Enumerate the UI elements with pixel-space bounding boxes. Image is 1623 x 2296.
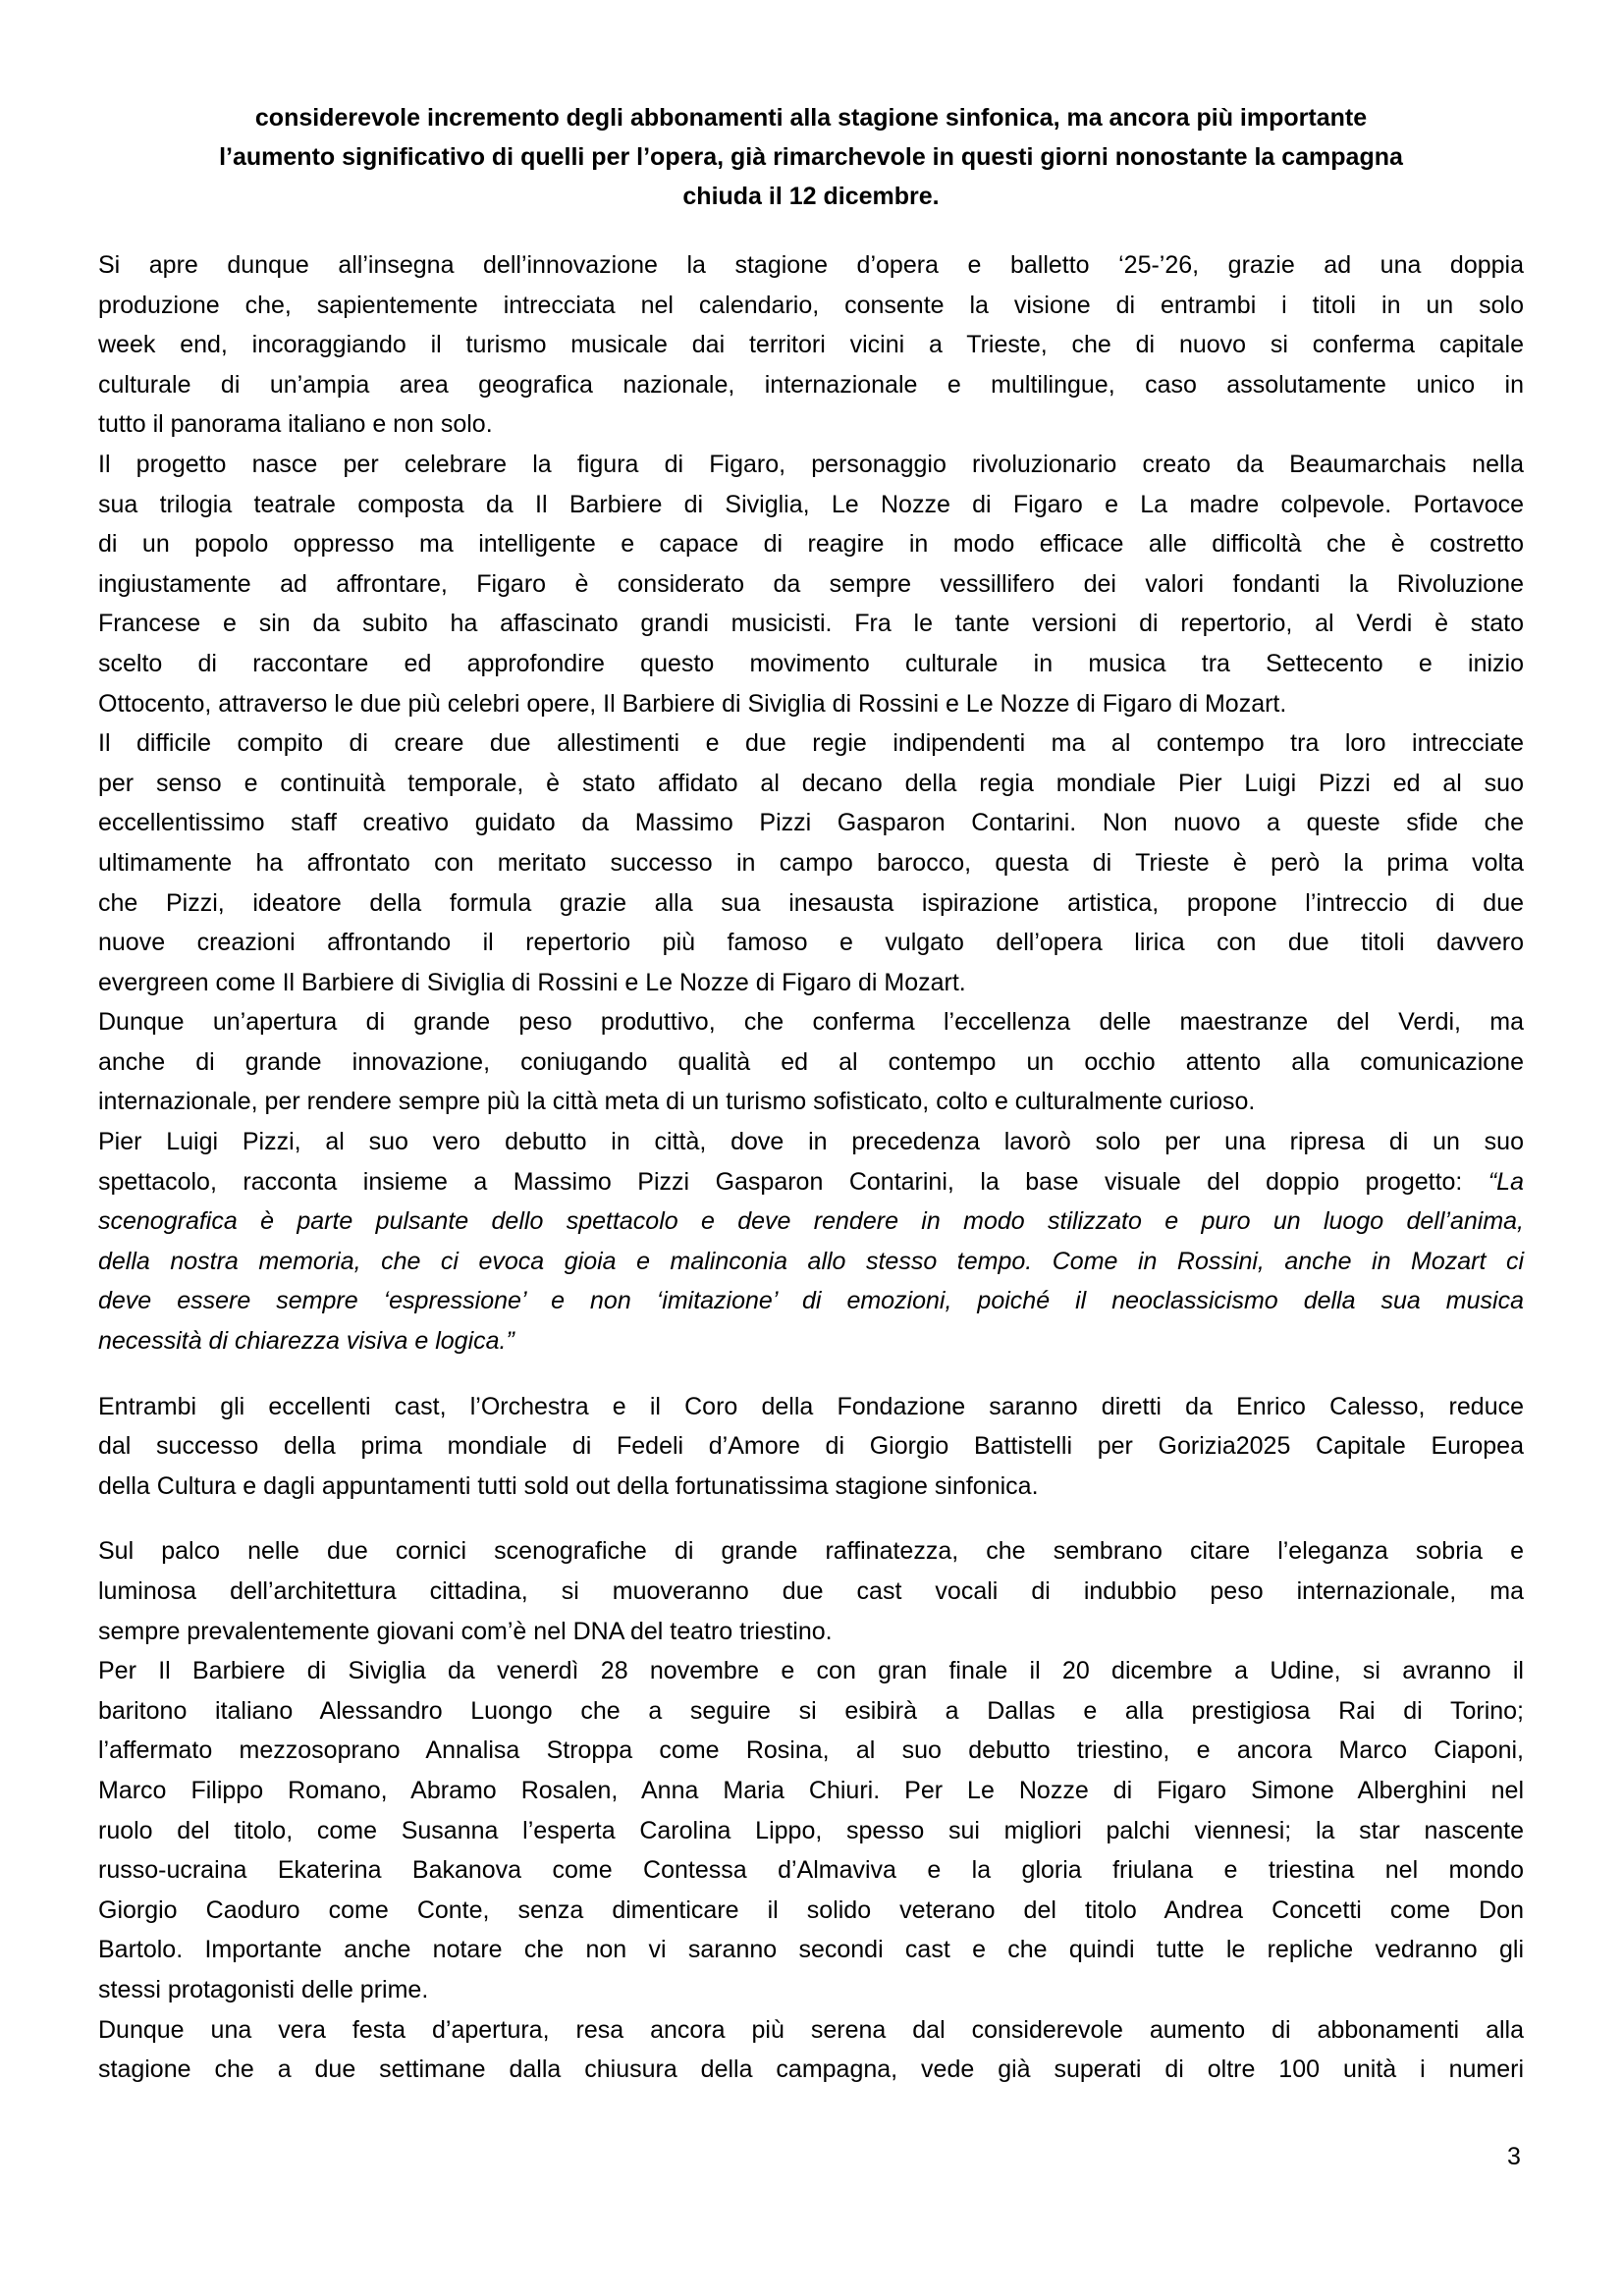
paragraph-opening-celebration [98, 2010, 1524, 2090]
text-line: Marco Filippo Romano, Abramo Rosalen, Anna Maria Chiuri. Per Le Nozze di Figaro Simone Alberghini nel [98, 1776, 1524, 1804]
heading-line: considerevole incremento degli abbonamenti alla stagione sinfonica, ma ancora più importante [254, 104, 1368, 132]
text-line: stagione che a due settimane dalla chiusura della campagna, vede già superati di oltre 100 unità i numeri [98, 2056, 1524, 2084]
text-line: Giorgio Caoduro come Conte, senza dimenticare il solido veterano del titolo Andrea Concetti come Don [98, 1896, 1524, 1924]
text-line: produzione che, sapientemente intrecciata nel calendario, consente la visione di entrambi i titoli in un solo [98, 291, 1524, 319]
quote-line: scenografica è parte pulsante dello spettacolo e deve rendere in modo stilizzato e puro un luogo dell’anima, [98, 1207, 1524, 1236]
text-line: Sul palco nelle due cornici scenografiche di grande raffinatezza, che sembrano citare l’eleganza sobria e [98, 1537, 1524, 1566]
text-line: di un popolo oppresso ma intelligente e capace di reagire in modo efficace alle difficoltà che è costretto [98, 530, 1524, 559]
text-line: Il difficile compito di creare due allestimenti e due regie indipendenti ma al contempo tra loro intrecciate [98, 729, 1524, 758]
text-line: nuove creazioni affrontando il repertorio più famoso e vulgato dell’opera lirica con due titoli davvero [98, 929, 1524, 957]
text-line: Dunque un’apertura di grande peso produttivo, che conferma l’eccellenza delle maestranze del Verdi, ma [98, 1008, 1524, 1037]
quote-open: “La [1488, 1167, 1524, 1196]
text-line: della Cultura e dagli appuntamenti tutti sold out della fortunatissima stagione sinfonica. [98, 1471, 1039, 1500]
text-segment: spettacolo, racconta insieme a Massimo Pizzi Gasparon Contarini, la base visuale del doppio progetto: [98, 1167, 1488, 1196]
text-line: Ottocento, attraverso le due più celebri opere, Il Barbiere di Siviglia di Rossini e Le Nozze di Figaro di Mozart. [98, 689, 1287, 718]
text-line: ultimamente ha affrontato con meritato successo in campo barocco, questa di Trieste è però la prima volta [98, 848, 1524, 877]
text-line: stessi protagonisti delle prime. [98, 1975, 429, 2003]
text-line-mixed [98, 1162, 1524, 1202]
text-line: l’affermato mezzosoprano Annalisa Stroppa come Rosina, al suo debutto triestino, e ancora Marco Ciaponi, [98, 1736, 1524, 1765]
text-line: tutto il panorama italiano e non solo. [98, 410, 493, 439]
page-number: 3 [1507, 2143, 1521, 2170]
quote-line: della nostra memoria, che ci evoca gioia e malinconia allo stesso tempo. Come in Rossini, anche in Mozart ci [98, 1247, 1524, 1275]
heading-line: chiuda il 12 dicembre. [682, 183, 940, 210]
bold-lead-heading [98, 98, 1524, 216]
paragraph-cast-list [98, 1651, 1524, 2009]
quote-line: deve essere sempre ‘espressione’ e non ‘imitazione’ di emozioni, poiché il neoclassicismo della sua musica [98, 1287, 1524, 1315]
text-line: Dunque una vera festa d’apertura, resa ancora più serena dal considerevole aumento di abbonamenti alla [98, 2015, 1524, 2044]
quote-line: necessità di chiarezza visiva e logica.” [98, 1327, 514, 1356]
text-line: Bartolo. Importante anche notare che non vi saranno secondi cast e che quindi tutte le repliche vedranno gli [98, 1936, 1524, 1964]
text-line: sua trilogia teatrale composta da Il Barbiere di Siviglia, Le Nozze di Figaro e La madre colpevole. Portavoce [98, 490, 1524, 518]
text-line: dal successo della prima mondiale di Fedeli d’Amore di Giorgio Battistelli per Gorizia2025 Capitale Europea [98, 1432, 1524, 1461]
text-line: Si apre dunque all’insegna dell’innovazione la stagione d’opera e balletto ‘25-’26, grazie ad una doppia [98, 251, 1524, 279]
text-line: Entrambi gli eccellenti cast, l’Orchestra e il Coro della Fondazione saranno diretti da Enrico Calesso, reduce [98, 1392, 1524, 1420]
text-line: che Pizzi, ideatore della formula grazie alla sua inesausta ispirazione artistica, propone l’intreccio di due [98, 888, 1524, 917]
text-line: internazionale, per rendere sempre più la città meta di un turismo sofisticato, colto e culturalmente curioso. [98, 1088, 1256, 1116]
text-line: baritono italiano Alessandro Luongo che a seguire si esibirà a Dallas e alla prestigiosa Rai di Torino; [98, 1696, 1524, 1725]
text-line: per senso e continuità temporale, è stato affidato al decano della regia mondiale Pier Luigi Pizzi ed al suo [98, 769, 1524, 797]
text-line: Francese e sin da subito ha affascinato grandi musicisti. Fra le tante versioni di repertorio, al Verdi è stato [98, 610, 1524, 638]
paragraph-pizzi-quote [98, 1122, 1524, 1362]
text-line: sempre prevalentemente giovani com’è nel DNA del teatro triestino. [98, 1617, 833, 1645]
text-line: Per Il Barbiere di Siviglia da venerdì 28 novembre e con gran finale il 20 dicembre a Udine, si avranno il [98, 1657, 1524, 1685]
paragraph-stage-cast [98, 1531, 1524, 1651]
body-text [98, 245, 1524, 2090]
text-line: Il progetto nasce per celebrare la figura di Figaro, personaggio rivoluzionario creato da Beaumarchais nella [98, 450, 1524, 478]
heading-line: l’aumento significativo di quelli per l’opera, già rimarchevole in questi giorni nonostante la campagna [219, 143, 1403, 171]
text-line: scelto di raccontare ed approfondire questo movimento culturale in musica tra Settecento e inizio [98, 649, 1524, 677]
text-line: russo-ucraina Ekaterina Bakanova come Contessa d’Almaviva e la gloria friulana e triestina nel mondo [98, 1856, 1524, 1885]
paragraph-conductor [98, 1387, 1524, 1507]
paragraph-production-weight [98, 1002, 1524, 1122]
text-line: evergreen come Il Barbiere di Siviglia di Rossini e Le Nozze di Figaro di Mozart. [98, 968, 966, 996]
text-line: ingiustamente ad affrontare, Figaro è considerato da sempre vessillifero dei valori fondanti la Rivoluzione [98, 569, 1524, 598]
text-line: luminosa dell’architettura cittadina, si muoveranno due cast vocali di indubbio peso internazionale, ma [98, 1577, 1524, 1605]
text-line: Pier Luigi Pizzi, al suo vero debutto in città, dove in precedenza lavorò solo per una ripresa di un suo [98, 1128, 1524, 1156]
text-line: anche di grande innovazione, coniugando qualità ed al contempo un occhio attento alla comunicazione [98, 1047, 1524, 1076]
text-line: culturale di un’ampia area geografica nazionale, internazionale e multilingue, caso assolutamente unico in [98, 370, 1524, 399]
text-line: ruolo del titolo, come Susanna l’esperta Carolina Lippo, spesso sui migliori palchi viennesi; la star nascente [98, 1816, 1524, 1844]
text-line: eccellentissimo staff creativo guidato da Massimo Pizzi Gasparon Contarini. Non nuovo a queste sfide che [98, 809, 1524, 837]
paragraph-season-opening [98, 245, 1524, 445]
text-line: week end, incoraggiando il turismo musicale dai territori vicini a Trieste, che di nuovo si conferma capitale [98, 331, 1524, 359]
paragraph-figaro-project [98, 445, 1524, 723]
paragraph-pizzi-staging [98, 723, 1524, 1002]
